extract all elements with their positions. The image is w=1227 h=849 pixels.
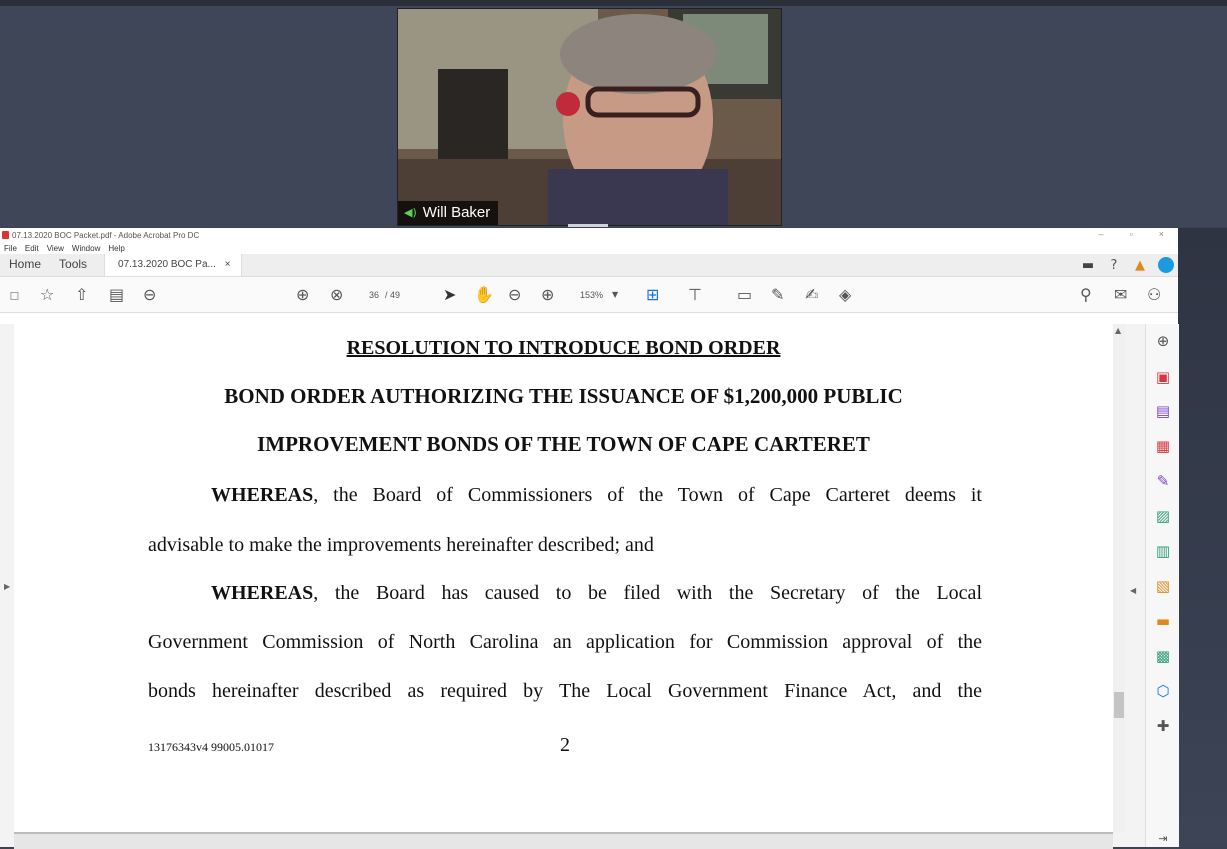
scroll-mode-icon[interactable]: ⊤ [688, 285, 702, 304]
participant-video[interactable] [397, 8, 782, 226]
left-panel-collapse[interactable] [0, 324, 14, 847]
more-tools-icon[interactable]: ✚ [1156, 717, 1170, 735]
highlight-pen-icon[interactable]: ✎ [771, 285, 785, 304]
fit-page-icon[interactable]: ⊞ [646, 285, 660, 304]
menu-edit[interactable]: Edit [24, 243, 39, 253]
page-total: / 49 [385, 289, 401, 300]
scrollbar-thumb[interactable] [1114, 692, 1124, 718]
vertical-scrollbar[interactable] [1113, 324, 1125, 832]
tab-tools[interactable]: Tools [59, 257, 88, 271]
resolution-heading [14, 337, 1113, 360]
right-tools-panel [1145, 324, 1179, 847]
participant-name-tag [398, 201, 498, 225]
zoom-video-strip [0, 0, 1227, 227]
combine-files-icon[interactable]: ▧ [1155, 577, 1171, 595]
add-user-icon[interactable]: ⚇ [1147, 285, 1162, 304]
export-pdf-icon[interactable]: ▤ [1155, 402, 1171, 420]
paragraph2-line2: Government Commission of North Carolina an application for Commission approval of the [148, 631, 982, 653]
page-number: 2 [560, 734, 570, 756]
tab-document[interactable] [104, 254, 241, 276]
zoom-level-dropdown[interactable] [580, 277, 618, 312]
paragraph1-line1 [148, 484, 982, 507]
tab-bar [0, 254, 1178, 277]
zoom-in-icon[interactable]: ⊕ [541, 285, 555, 304]
menu-bar [0, 242, 1178, 254]
whereas-lead-2: WHEREAS [211, 582, 314, 604]
bond-order-title-line2: IMPROVEMENT BONDS OF THE TOWN OF CAPE CARTERET [257, 432, 870, 456]
collapse-right-panel-icon[interactable]: ◀ [1130, 586, 1137, 595]
comment-bubble-icon[interactable]: ▬ [1081, 257, 1095, 273]
pdf-page [14, 324, 1114, 832]
menu-help[interactable]: Help [108, 243, 125, 253]
upload-cloud-icon[interactable]: ⇧ [75, 285, 89, 304]
close-window-button[interactable]: × [1158, 229, 1164, 239]
acrobat-window [0, 228, 1178, 847]
document-footer-id: 13176343v4 99005.01017 [148, 740, 274, 754]
window-title: 07.13.2020 BOC Packet.pdf - Adobe Acrobat Pro DC [12, 230, 200, 240]
participant-name: Will Baker [422, 204, 491, 221]
edit-pdf-icon[interactable]: ▨ [1155, 507, 1171, 525]
account-avatar-icon[interactable] [1158, 257, 1174, 273]
print-icon[interactable]: ▤ [109, 285, 125, 304]
zoom-search-icon[interactable]: ⊖ [143, 285, 157, 304]
speaker-active-icon: ◀) [404, 206, 417, 219]
hand-tool-icon[interactable]: ✋ [474, 285, 494, 304]
page-up-icon[interactable]: ⊕ [296, 285, 310, 304]
main-toolbar [0, 277, 1178, 313]
expand-left-panel-icon[interactable]: ▶ [4, 582, 11, 591]
zoom-level-value: 153% [580, 289, 604, 300]
tab-document-label: 07.13.2020 BOC Pa... [118, 259, 216, 270]
email-icon[interactable]: ✉ [1114, 285, 1128, 304]
sign-icon[interactable]: ✍ [805, 285, 819, 304]
comment-tool-icon[interactable]: ▬ [1155, 612, 1171, 630]
tab-close-icon[interactable]: × [224, 259, 231, 270]
compare-files-icon[interactable]: ▥ [1155, 542, 1171, 560]
search-zoom-icon[interactable]: ⊕ [1156, 332, 1170, 350]
acrobat-app-icon [2, 231, 9, 239]
stamp-icon[interactable]: ◈ [839, 285, 852, 304]
create-pdf-icon[interactable]: ▣ [1155, 368, 1171, 386]
scroll-up-icon[interactable]: ▲ [1115, 326, 1122, 335]
paragraph2-line1-text: , the Board has caused to be filed with the Secretary of the Local [313, 582, 982, 604]
zoom-dropdown-chevron-icon: ▼ [612, 290, 619, 299]
bookmark-star-icon[interactable]: ☆ [40, 285, 55, 304]
title-bar [0, 228, 1178, 242]
protect-shield-icon[interactable]: ⬡ [1156, 682, 1170, 700]
page-down-icon[interactable]: ⊗ [330, 285, 344, 304]
print-production-icon[interactable]: ▩ [1155, 647, 1171, 665]
select-cursor-icon[interactable]: ➤ [443, 285, 457, 304]
comment-icon[interactable]: ▭ [737, 285, 753, 304]
desktop-background [1178, 228, 1227, 847]
fill-sign-icon[interactable]: ✎ [1156, 472, 1170, 490]
paragraph2-line1 [148, 582, 982, 605]
minimize-button[interactable]: – [1098, 229, 1104, 239]
document-viewport[interactable] [0, 324, 1178, 847]
video-frame-image [398, 9, 781, 225]
expand-panel-icon[interactable]: ⇥ [1158, 831, 1168, 845]
resolution-heading-text: RESOLUTION TO INTRODUCE BOND ORDER [346, 337, 781, 359]
save-icon[interactable]: ▫ [9, 285, 20, 304]
paragraph1-line2: advisable to make the improvements hereinafter described; and [148, 534, 654, 556]
restore-button[interactable]: ▫ [1129, 229, 1133, 239]
next-page-edge [14, 832, 1113, 849]
organize-pages-icon[interactable]: ▦ [1155, 437, 1171, 455]
zoom-out-icon[interactable]: ⊖ [508, 285, 522, 304]
page-current-field[interactable]: 36 [369, 289, 380, 300]
strip-resize-handle[interactable] [568, 224, 608, 227]
link-share-icon[interactable]: ⚲ [1080, 285, 1092, 304]
paragraph2-line3: bonds hereinafter described as required by The Local Government Finance Act, and the [148, 680, 982, 702]
page-navigator[interactable] [369, 277, 400, 312]
bond-order-title-line1: BOND ORDER AUTHORIZING THE ISSUANCE OF $1,200,000 PUBLIC [224, 384, 903, 408]
help-icon[interactable]: ? [1110, 257, 1118, 273]
paragraph1-line1-text: , the Board of Commissioners of the Town of Cape Carteret deems it [313, 484, 982, 506]
tab-home[interactable]: Home [9, 257, 42, 271]
menu-file[interactable]: File [4, 243, 17, 253]
menu-window[interactable]: Window [71, 243, 101, 253]
notification-bell-icon[interactable]: ▲ [1135, 257, 1145, 273]
menu-view[interactable]: View [46, 243, 64, 253]
whereas-lead-1: WHEREAS [211, 484, 314, 506]
